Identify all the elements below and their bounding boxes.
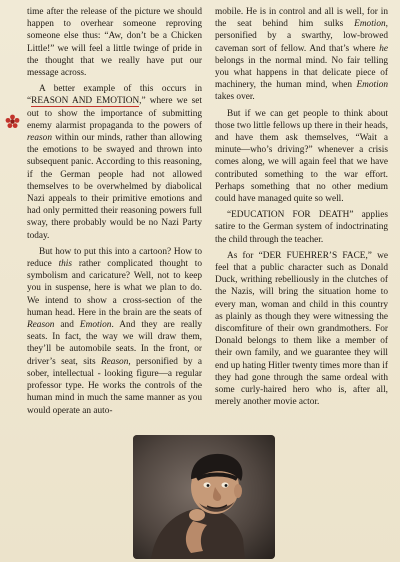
text-run: , personified by a sober, intellectual - looking figure—a regular professor type. He works the controls of the human mind in much the same manner as you would operate an auto- (27, 356, 202, 416)
right-column (215, 6, 388, 413)
italic-word: reason (27, 133, 52, 144)
text-run: But how to put this into a cartoon? How to reduce (27, 246, 202, 270)
italic-word: Emotion (354, 19, 386, 30)
paragraph-education-for-death: “EDUCATION FOR DEATH” applies satire to the German system of indoctrinating the child through the teacher. (215, 210, 388, 245)
text-run: and (54, 320, 80, 331)
paragraph-chicken-little: time after the release of the picture we should happen to overhear someone reproving someone else thus: “Aw, don’t be a Chicken Little!” we will feel a little twinge of pride in the thought that we really have put our message across. (27, 7, 202, 79)
text-run: within our minds, rather than allowing the emotions to be swayed and thrown into subsequent panic. According to this reasoning, if the German people had not allowed themselves to be overwhelmed by diabolical Nazi appeals to their primitive emotions and had only permitted their reasoning powers full sway, there probably would be no Nazi Party today. (27, 133, 202, 241)
text-run: . And they are really seats. In fact, the way we will draw them, they’ll be automobile seats. In the front, or driver’s seat, sits (27, 320, 203, 367)
italic-word: this (58, 259, 73, 270)
italic-word: Reason (100, 356, 129, 367)
italic-word: he (379, 43, 388, 54)
text-run: A better example of this occurs in “ (27, 84, 202, 107)
paragraph-emotion-caveman (215, 6, 388, 104)
cartoon-caveman-emotion-illustration (133, 435, 275, 559)
text-run: mobile. He is in control and all is well, for in the seat behind him sulks (215, 7, 388, 30)
text-run: ,” where we set out to show the importance of submitting enemy alarmist propaganda to the powers of (27, 96, 202, 131)
paragraph-cartoon-plan (27, 246, 202, 417)
text-run: takes over. (215, 92, 255, 103)
italic-word: Reason (27, 320, 55, 331)
film-title-reason-and-emotion: REASON AND EMOTION (31, 96, 140, 107)
text-run: belongs in the normal mind. No fair telling you what happens in that delicate piece of machinery, the human mind, when (215, 55, 388, 91)
paragraph-whos-driving: But if we can get people to think about those two little fellows up there in their heads, and have them ask themselves, “Wait a minute—who’s driving?” whenever a crisis comes along, we will again feel that we have contributed something to the war effort. Perhaps something that no other medium could have managed quite so well. (215, 108, 388, 205)
italic-word: Emotion (356, 80, 388, 91)
left-column (27, 6, 202, 421)
text-run: , personified by a swarthy, low-browed caveman sort of fellow. And that’s where (215, 19, 388, 54)
red-flower-icon (5, 114, 20, 129)
paragraph-reason-and-emotion (27, 83, 202, 242)
paragraph-der-fuehrers-face: As for “DER FUEHRER’S FACE,” we feel that a public character such as Donald Duck, writhing rebelliously in the clutches of the Nazis, will bring the situation home to every man, woman and child in this country as plainly as though they were witnessing the discomfiture of their own grandmothers. For Donald belongs to them like a member of their own family, and we guarantee they will end up hating Hitler twenty times more than if they had gone through the same ordeal with some curly-haired hero who is, after all, merely another movie actor. (215, 250, 388, 408)
italic-word: Emotion (79, 320, 112, 331)
text-run: rather complicated thought to symbolism and caricature? Well, not to keep you in suspense, here is what we plan to do. We intend to show a cross-section of the human head. Here in the brain are the seats of (27, 259, 202, 318)
